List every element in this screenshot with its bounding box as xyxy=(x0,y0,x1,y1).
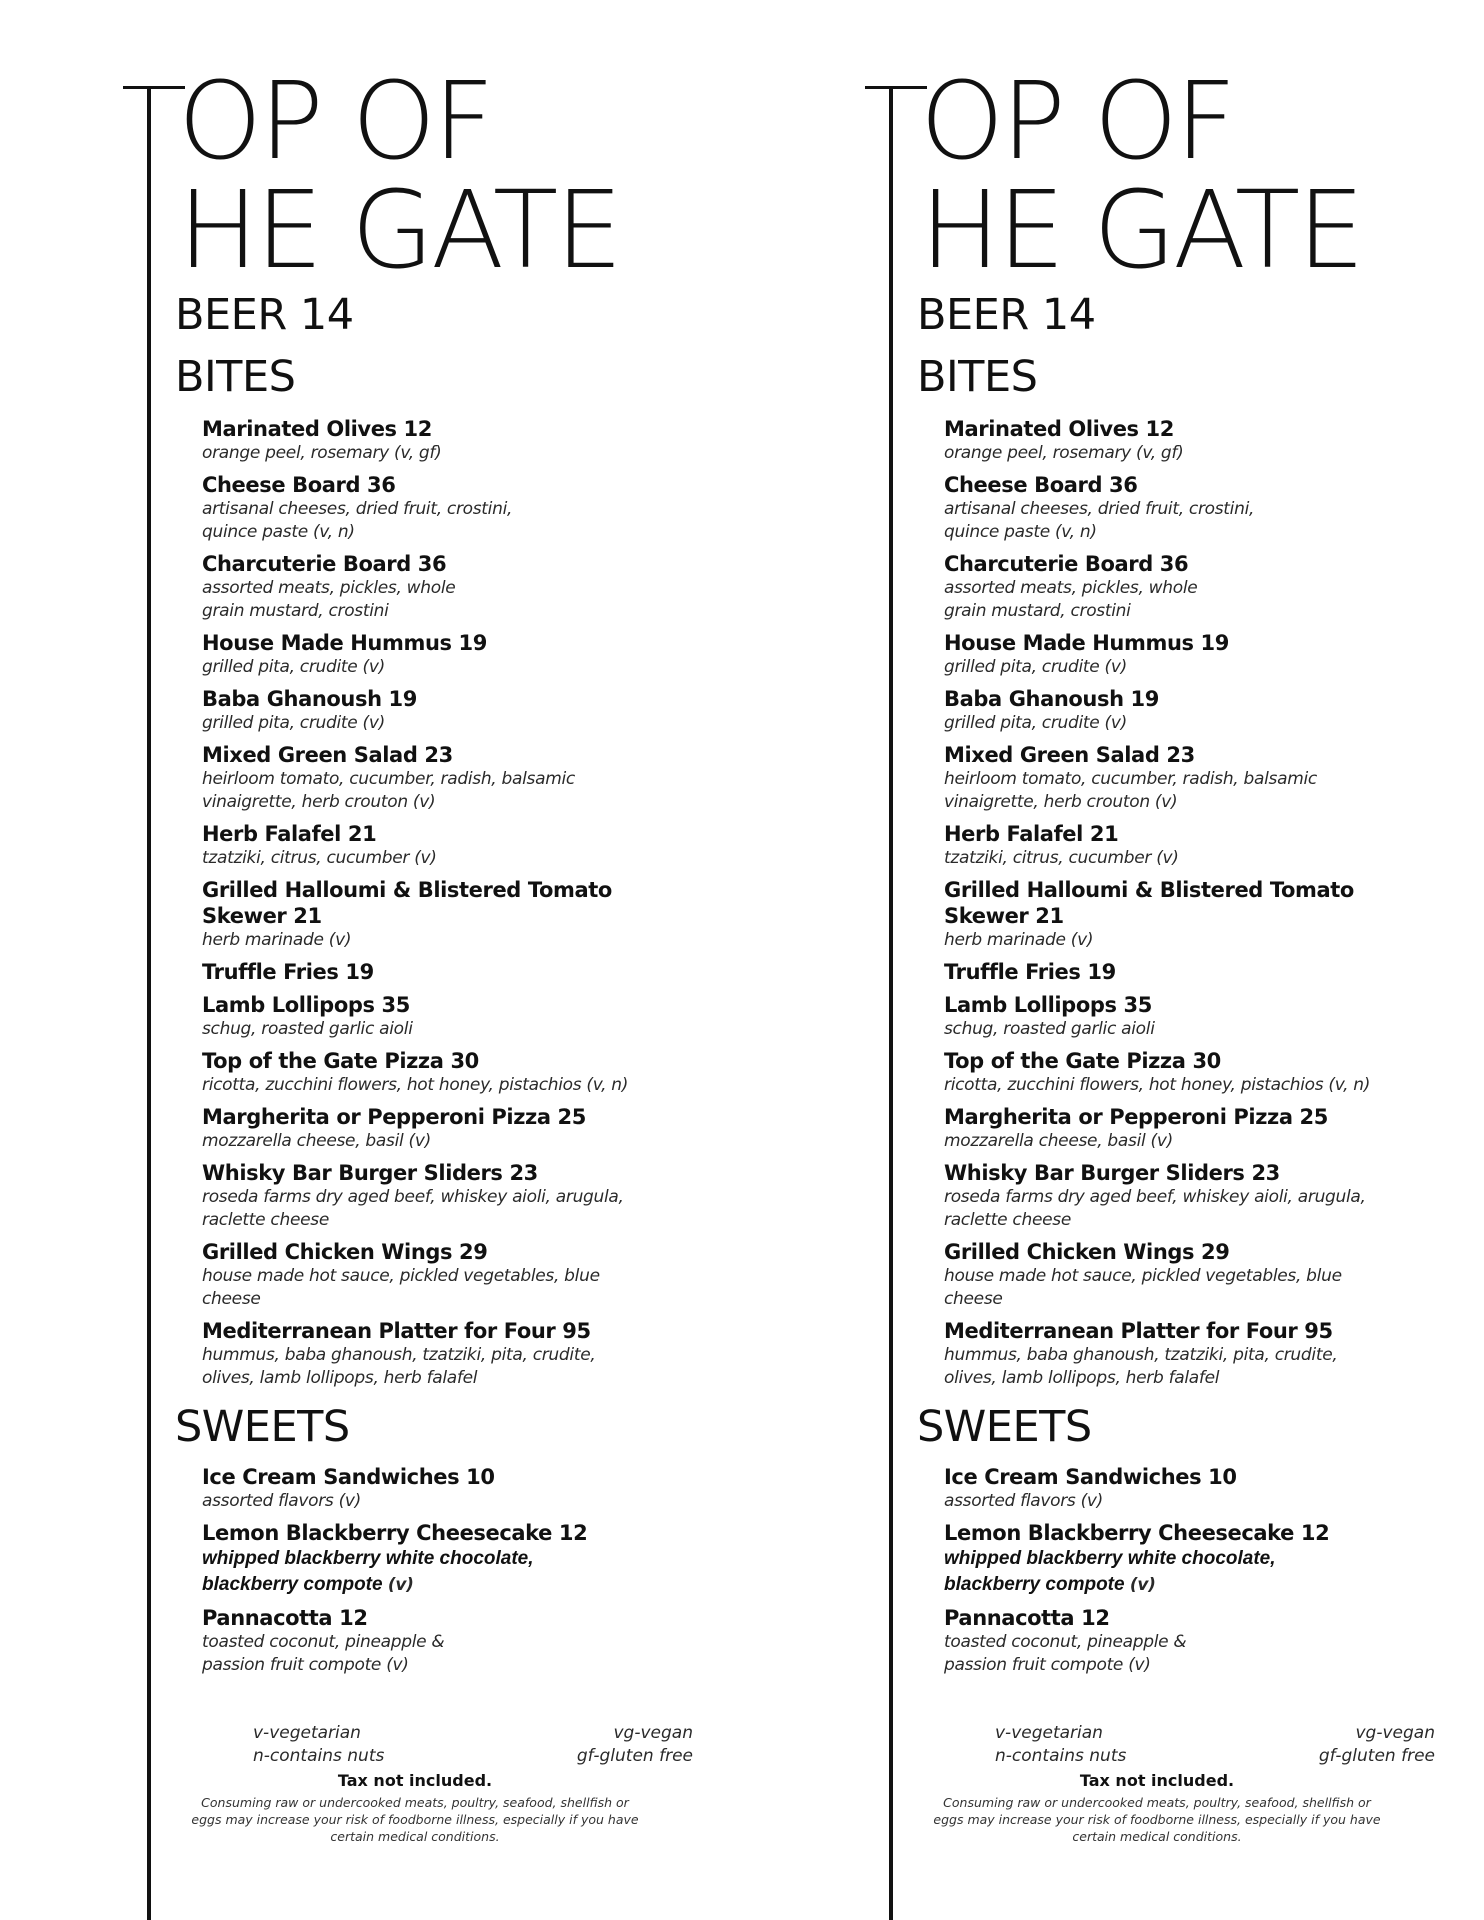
legend-vegetarian: v-vegetarian xyxy=(253,1723,361,1743)
menu-item xyxy=(202,1239,642,1311)
bites-list xyxy=(202,416,642,1397)
menu-item-description: assorted meats, pickles, whole xyxy=(202,578,456,598)
menu-item xyxy=(944,1318,1384,1390)
menu-item-description: passion fruit compote (v) xyxy=(202,1655,409,1675)
sweets-list xyxy=(202,1464,642,1684)
menu-left xyxy=(0,0,693,1920)
menu-item xyxy=(944,551,1384,623)
menu-item-description xyxy=(202,1572,642,1598)
legend-nuts: n-contains nuts xyxy=(995,1746,1127,1766)
menu-item-description: grilled pita, crudite (v) xyxy=(944,713,1127,733)
menu-item-description: vinaigrette, herb crouton (v) xyxy=(202,792,436,812)
menu-item-description xyxy=(944,1546,1384,1572)
menu-item xyxy=(202,1048,642,1097)
menu-item-description: orange peel, rosemary (v, gf) xyxy=(944,443,1184,463)
menu-item xyxy=(202,1160,642,1232)
menu-item-name: Truffle Fries 19 xyxy=(944,960,1116,984)
menu-item xyxy=(202,630,642,679)
menu-item-description: toasted coconut, pineapple & xyxy=(202,1632,445,1652)
menu-item-description: roseda farms dry aged beef, whiskey aioli, arugula, xyxy=(202,1187,624,1207)
menu-item-description: assorted flavors (v) xyxy=(202,1491,362,1511)
menu-item-description: schug, roasted garlic aioli xyxy=(944,1019,1155,1039)
menu-item-name: Lemon Blackberry Cheesecake 12 xyxy=(202,1521,588,1545)
menu-item xyxy=(944,742,1384,814)
bites-heading: BITES xyxy=(175,352,296,402)
dietary-tag: (v) xyxy=(387,1575,414,1595)
menu-item-description: assorted flavors (v) xyxy=(944,1491,1104,1511)
menu-item xyxy=(944,1048,1384,1097)
menu-item-name: Lamb Lollipops 35 xyxy=(944,993,1152,1017)
page-title xyxy=(920,60,1362,293)
logo-t-crossbar xyxy=(865,86,927,89)
menu-item-description: schug, roasted garlic aioli xyxy=(202,1019,413,1039)
legend-nuts: n-contains nuts xyxy=(253,1746,385,1766)
menu-item-name: Grilled Halloumi & Blistered Tomato xyxy=(202,878,612,902)
legend-gluten-free: gf-gluten free xyxy=(1318,1746,1435,1766)
legend-vegetarian: v-vegetarian xyxy=(995,1723,1103,1743)
menu-item-description: vinaigrette, herb crouton (v) xyxy=(944,792,1178,812)
menu-item-description: grain mustard, crostini xyxy=(202,601,389,621)
logo-t-crossbar xyxy=(123,86,185,89)
menu-item-description: house made hot sauce, pickled vegetables, blue xyxy=(202,1266,600,1286)
sweets-heading: SWEETS xyxy=(175,1402,350,1452)
disclaimer-line: Consuming raw or undercooked meats, poultry, seafood, shellfish or xyxy=(943,1795,1371,1810)
menu-item xyxy=(202,992,642,1041)
disclaimer-line: Consuming raw or undercooked meats, poultry, seafood, shellfish or xyxy=(201,1795,629,1810)
bites-list xyxy=(944,416,1384,1397)
menu-item-name: Cheese Board 36 xyxy=(202,473,396,497)
menu-item-description: passion fruit compote (v) xyxy=(944,1655,1151,1675)
food-safety-disclaimer xyxy=(185,1794,645,1845)
food-safety-disclaimer xyxy=(927,1794,1387,1845)
menu-item-description: raclette cheese xyxy=(944,1210,1071,1230)
menu-item xyxy=(202,1605,642,1677)
menu-item-description: artisanal cheeses, dried fruit, crostini, xyxy=(944,499,1255,519)
menu-item-name: Top of the Gate Pizza 30 xyxy=(202,1049,479,1073)
menu-item-description: grilled pita, crudite (v) xyxy=(202,713,385,733)
menu-item xyxy=(202,416,642,465)
menu-item xyxy=(202,1464,642,1513)
menu-item-name: Top of the Gate Pizza 30 xyxy=(944,1049,1221,1073)
menu-item-description: grilled pita, crudite (v) xyxy=(202,657,385,677)
menu-right xyxy=(742,0,1435,1920)
menu-item xyxy=(202,877,642,952)
menu-item xyxy=(944,1104,1384,1153)
bites-heading: BITES xyxy=(917,352,1038,402)
menu-item-name: Margherita or Pepperoni Pizza 25 xyxy=(944,1105,1328,1129)
tax-note: Tax not included. xyxy=(1079,1771,1235,1790)
dietary-key xyxy=(995,1722,1435,1768)
menu-item-name: Charcuterie Board 36 xyxy=(202,552,447,576)
menu-item-description: hummus, baba ghanoush, tzatziki, pita, crudite, xyxy=(944,1345,1338,1365)
menu-item-name: Skewer 21 xyxy=(944,904,1064,928)
menu-item xyxy=(202,1520,642,1598)
menu-item xyxy=(944,686,1384,735)
menu-item-description: olives, lamb lollipops, herb falafel xyxy=(202,1368,478,1388)
menu-item-name: Ice Cream Sandwiches 10 xyxy=(202,1465,495,1489)
menu-item-name: Cheese Board 36 xyxy=(944,473,1138,497)
menu-item-name: Grilled Chicken Wings 29 xyxy=(944,1240,1230,1264)
menu-item-name: Whisky Bar Burger Sliders 23 xyxy=(202,1161,538,1185)
legend-vegan: vg-vegan xyxy=(1355,1723,1435,1743)
title-line-1: OP OF xyxy=(178,60,492,184)
menu-item xyxy=(202,1318,642,1390)
menu-item xyxy=(944,877,1384,952)
menu-item-description: toasted coconut, pineapple & xyxy=(944,1632,1187,1652)
legend xyxy=(185,1722,693,1845)
menu-item-name: Skewer 21 xyxy=(202,904,322,928)
menu-item-description: artisanal cheeses, dried fruit, crostini, xyxy=(202,499,513,519)
menu-item xyxy=(944,992,1384,1041)
menu-item-name: Lamb Lollipops 35 xyxy=(202,993,410,1017)
menu-item xyxy=(944,1520,1384,1598)
description-text: whipped blackberry white chocolate, xyxy=(202,1548,534,1569)
title-line-2: HE GATE xyxy=(178,169,620,293)
sweets-heading: SWEETS xyxy=(917,1402,1092,1452)
beer-heading: BEER 14 xyxy=(917,290,1096,340)
menu-item-name: House Made Hummus 19 xyxy=(944,631,1229,655)
menu-item-name: Pannacotta 12 xyxy=(202,1606,368,1630)
menu-item-description: heirloom tomato, cucumber, radish, balsamic xyxy=(944,769,1317,789)
menu-item-description: mozzarella cheese, basil (v) xyxy=(944,1131,1173,1151)
disclaimer-line: eggs may increase your risk of foodborne illness, especially if you have xyxy=(191,1812,639,1827)
menu-item xyxy=(944,821,1384,870)
menu-item-description: raclette cheese xyxy=(202,1210,329,1230)
menu-item-description: grilled pita, crudite (v) xyxy=(944,657,1127,677)
menu-item-description: mozzarella cheese, basil (v) xyxy=(202,1131,431,1151)
menu-item-description: house made hot sauce, pickled vegetables, blue xyxy=(944,1266,1342,1286)
menu-item-description: hummus, baba ghanoush, tzatziki, pita, crudite, xyxy=(202,1345,596,1365)
dietary-tag: (v) xyxy=(1129,1575,1156,1595)
menu-item-name: Herb Falafel 21 xyxy=(202,822,377,846)
menu-item-description: tzatziki, citrus, cucumber (v) xyxy=(202,848,437,868)
tax-note: Tax not included. xyxy=(337,1771,493,1790)
menu-item xyxy=(944,416,1384,465)
menu-item xyxy=(202,1104,642,1153)
menu-item-name: Ice Cream Sandwiches 10 xyxy=(944,1465,1237,1489)
description-text: blackberry compote xyxy=(944,1574,1125,1595)
menu-item-name: Grilled Chicken Wings 29 xyxy=(202,1240,488,1264)
menu-item xyxy=(944,1605,1384,1677)
logo-t-stem xyxy=(889,86,893,1920)
menu-item-name: Mixed Green Salad 23 xyxy=(944,743,1195,767)
menu-item-name: Marinated Olives 12 xyxy=(202,417,432,441)
sweets-list xyxy=(944,1464,1384,1684)
menu-item xyxy=(202,959,642,985)
description-text: whipped blackberry white chocolate, xyxy=(944,1548,1276,1569)
menu-item-description: herb marinade (v) xyxy=(202,930,352,950)
menu-item-name: House Made Hummus 19 xyxy=(202,631,487,655)
legend-gluten-free: gf-gluten free xyxy=(576,1746,693,1766)
menu-item-name: Lemon Blackberry Cheesecake 12 xyxy=(944,1521,1330,1545)
menu-item-name: Pannacotta 12 xyxy=(944,1606,1110,1630)
disclaimer-line: certain medical conditions. xyxy=(330,1829,500,1844)
menu-item-name: Truffle Fries 19 xyxy=(202,960,374,984)
menu-item xyxy=(944,959,1384,985)
menu-item xyxy=(944,1464,1384,1513)
menu-item xyxy=(202,821,642,870)
menu-item-description: ricotta, zucchini flowers, hot honey, pistachios (v, n) xyxy=(202,1075,629,1095)
menu-item-name: Whisky Bar Burger Sliders 23 xyxy=(944,1161,1280,1185)
menu-item-description xyxy=(202,1546,642,1572)
menu-item-description: orange peel, rosemary (v, gf) xyxy=(202,443,442,463)
menu-item-description: assorted meats, pickles, whole xyxy=(944,578,1198,598)
menu-item-name: Herb Falafel 21 xyxy=(944,822,1119,846)
menu-item-name: Baba Ghanoush 19 xyxy=(202,687,417,711)
page-title xyxy=(178,60,620,293)
menu-item-name: Mixed Green Salad 23 xyxy=(202,743,453,767)
disclaimer-line: certain medical conditions. xyxy=(1072,1829,1242,1844)
menu-item-name: Mediterranean Platter for Four 95 xyxy=(944,1319,1333,1343)
disclaimer-line: eggs may increase your risk of foodborne illness, especially if you have xyxy=(933,1812,1381,1827)
menu-item-description: tzatziki, citrus, cucumber (v) xyxy=(944,848,1179,868)
menu-item-name: Grilled Halloumi & Blistered Tomato xyxy=(944,878,1354,902)
menu-item-name: Charcuterie Board 36 xyxy=(944,552,1189,576)
menu-item-description: grain mustard, crostini xyxy=(944,601,1131,621)
menu-item xyxy=(944,472,1384,544)
menu-item-description: cheese xyxy=(944,1289,1003,1309)
menu-item-description: quince paste (v, n) xyxy=(944,522,1097,542)
menu-item-description: heirloom tomato, cucumber, radish, balsamic xyxy=(202,769,575,789)
menu-item-description: herb marinade (v) xyxy=(944,930,1094,950)
title-line-2: HE GATE xyxy=(920,169,1362,293)
menu-item-description: ricotta, zucchini flowers, hot honey, pistachios (v, n) xyxy=(944,1075,1371,1095)
legend xyxy=(927,1722,1435,1845)
dietary-key xyxy=(253,1722,693,1768)
menu-item-description: cheese xyxy=(202,1289,261,1309)
menu-item xyxy=(944,630,1384,679)
menu-item-name: Margherita or Pepperoni Pizza 25 xyxy=(202,1105,586,1129)
menu-item-description: quince paste (v, n) xyxy=(202,522,355,542)
menu-item-description: roseda farms dry aged beef, whiskey aioli, arugula, xyxy=(944,1187,1366,1207)
beer-heading: BEER 14 xyxy=(175,290,354,340)
menu-item xyxy=(202,472,642,544)
title-line-1: OP OF xyxy=(920,60,1234,184)
menu-item-name: Marinated Olives 12 xyxy=(944,417,1174,441)
logo-t-stem xyxy=(147,86,151,1920)
menu-item-name: Mediterranean Platter for Four 95 xyxy=(202,1319,591,1343)
menu-item xyxy=(944,1160,1384,1232)
menu-item-description: olives, lamb lollipops, herb falafel xyxy=(944,1368,1220,1388)
menu-item xyxy=(944,1239,1384,1311)
legend-vegan: vg-vegan xyxy=(613,1723,693,1743)
menu-item xyxy=(202,686,642,735)
menu-item xyxy=(202,551,642,623)
menu-item xyxy=(202,742,642,814)
menu-item-name: Baba Ghanoush 19 xyxy=(944,687,1159,711)
menu-item-description xyxy=(944,1572,1384,1598)
description-text: blackberry compote xyxy=(202,1574,383,1595)
